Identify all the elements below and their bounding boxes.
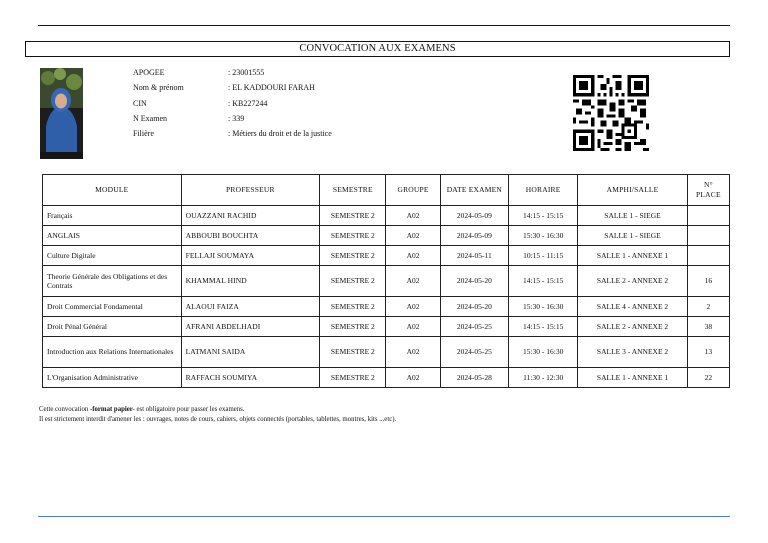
column-header-date-examen: DATE EXAMEN: [440, 175, 508, 206]
cell-module: Français: [43, 206, 182, 226]
cell-professeur: FELLAJI SOUMAYA: [181, 246, 320, 266]
cell-date: 2024-05-20: [440, 297, 508, 317]
top-rule: [38, 25, 730, 26]
cell-date: 2024-05-25: [440, 337, 508, 368]
cell-horaire: 14:15 - 15:15: [509, 266, 578, 297]
cell-date: 2024-05-11: [440, 246, 508, 266]
cell-place: 16: [687, 266, 729, 297]
cell-date: 2024-05-09: [440, 226, 508, 246]
cell-groupe: A02: [386, 368, 440, 388]
table-row: [43, 206, 730, 226]
info-value: : Métiers du droit et de la justice: [228, 129, 332, 139]
table-row: [43, 368, 730, 388]
cell-date: 2024-05-28: [440, 368, 508, 388]
table-row: [43, 226, 730, 246]
cell-place: 2: [687, 297, 729, 317]
cell-salle: SALLE 1 - SIEGE: [578, 226, 687, 246]
info-value: : EL KADDOURI FARAH: [228, 83, 315, 93]
cell-place: [687, 226, 729, 246]
info-label: CIN: [133, 98, 147, 108]
column-header-horaire: HORAIRE: [509, 175, 578, 206]
cell-date: 2024-05-20: [440, 266, 508, 297]
student-photo: [40, 68, 83, 159]
cell-place: 38: [687, 317, 729, 337]
cell-professeur: OUAZZANI RACHID: [181, 206, 320, 226]
info-label: Filière: [133, 129, 154, 139]
cell-groupe: A02: [386, 226, 440, 246]
cell-groupe: A02: [386, 317, 440, 337]
cell-module: Droit Pénal Général: [43, 317, 182, 337]
cell-salle: SALLE 2 - ANNEXE 2: [578, 266, 687, 297]
table-row: [43, 297, 730, 317]
cell-semestre: SEMESTRE 2: [320, 297, 386, 317]
cell-date: 2024-05-25: [440, 317, 508, 337]
note-line-2: Il est strictement interdit d'amener les : ouvrages, notes de cours, cahiers, objets connectés (portables, tablettes, montres, kits ...etc).: [39, 416, 397, 423]
cell-horaire: 14:15 - 15:15: [509, 317, 578, 337]
info-value: : 23001555: [228, 68, 265, 77]
cell-salle: SALLE 4 - ANNEXE 2: [578, 297, 687, 317]
exam-schedule-table: [42, 174, 730, 388]
cell-salle: SALLE 1 - SIEGE: [578, 206, 687, 226]
cell-module: Theorie Générale des Obligations et des Contrats: [43, 266, 182, 297]
cell-horaire: 15:30 - 16:30: [509, 226, 578, 246]
bottom-rule: [38, 516, 730, 517]
cell-horaire: 15:30 - 16:30: [509, 337, 578, 368]
cell-semestre: SEMESTRE 2: [320, 266, 386, 297]
column-header-place: N° PLACE: [687, 175, 729, 206]
cell-module: Droit Commercial Fondamental: [43, 297, 182, 317]
info-value: : KB227244: [228, 98, 268, 108]
cell-professeur: RAFFACH SOUMIYA: [181, 368, 320, 388]
cell-groupe: A02: [386, 246, 440, 266]
table-row: [43, 266, 730, 297]
note-line-1: [39, 405, 396, 415]
cell-salle: SALLE 1 - ANNEXE 1: [578, 246, 687, 266]
cell-place: [687, 246, 729, 266]
student-photo-image: [40, 68, 83, 159]
cell-professeur: LATMANI SAIDA: [181, 337, 320, 368]
cell-module: ANGLAIS: [43, 226, 182, 246]
cell-semestre: SEMESTRE 2: [320, 368, 386, 388]
cell-horaire: 14:15 - 15:15: [509, 206, 578, 226]
cell-semestre: SEMESTRE 2: [320, 317, 386, 337]
cell-horaire: 10:15 - 11:15: [509, 246, 578, 266]
cell-salle: SALLE 1 - ANNEXE 1: [578, 368, 687, 388]
cell-date: 2024-05-09: [440, 206, 508, 226]
notes: [39, 405, 396, 425]
info-label: APOGEE: [133, 68, 165, 77]
note-text: Cette convocation: [39, 406, 90, 413]
cell-semestre: SEMESTRE 2: [320, 337, 386, 368]
cell-groupe: A02: [386, 266, 440, 297]
column-header-groupe: GROUPE: [386, 175, 440, 206]
cell-semestre: SEMESTRE 2: [320, 226, 386, 246]
info-label: Nom & prénom: [133, 83, 184, 93]
cell-place: 22: [687, 368, 729, 388]
cell-groupe: A02: [386, 297, 440, 317]
cell-professeur: ABBOUBI BOUCHTA: [181, 226, 320, 246]
cell-module: Introduction aux Relations Internationales: [43, 337, 182, 368]
cell-professeur: KHAMMAL HIND: [181, 266, 320, 297]
cell-groupe: A02: [386, 206, 440, 226]
cell-groupe: A02: [386, 337, 440, 368]
table-row: [43, 337, 730, 368]
column-header-semestre: SEMESTRE: [320, 175, 386, 206]
column-header-module: MODULE: [43, 175, 182, 206]
cell-module: L'Organisation Administrative: [43, 368, 182, 388]
note-text: est obligatoire pour passer les examens.: [134, 406, 245, 413]
cell-salle: SALLE 3 - ANNEXE 2: [578, 337, 687, 368]
cell-professeur: AFRANI ABDELHADI: [181, 317, 320, 337]
cell-horaire: 11:30 - 12:30: [509, 368, 578, 388]
cell-salle: SALLE 2 - ANNEXE 2: [578, 317, 687, 337]
table-row: [43, 317, 730, 337]
info-label: N Examen: [133, 113, 167, 123]
document-title: CONVOCATION AUX EXAMENS: [25, 41, 730, 57]
cell-module: Culture Digitale: [43, 246, 182, 266]
cell-professeur: ALAOUI FAIZA: [181, 297, 320, 317]
cell-place: [687, 206, 729, 226]
table-header-row: [43, 175, 730, 206]
column-header-professeur: PROFESSEUR: [181, 175, 320, 206]
cell-semestre: SEMESTRE 2: [320, 246, 386, 266]
info-value: : 339: [228, 113, 245, 123]
cell-place: 13: [687, 337, 729, 368]
cell-semestre: SEMESTRE 2: [320, 206, 386, 226]
cell-horaire: 15:30 - 16:30: [509, 297, 578, 317]
table-row: [43, 246, 730, 266]
column-header-amphi-salle: AMPHI/SALLE: [578, 175, 687, 206]
qr-code: [573, 75, 649, 151]
note-emphasis: -format papier-: [89, 406, 135, 413]
